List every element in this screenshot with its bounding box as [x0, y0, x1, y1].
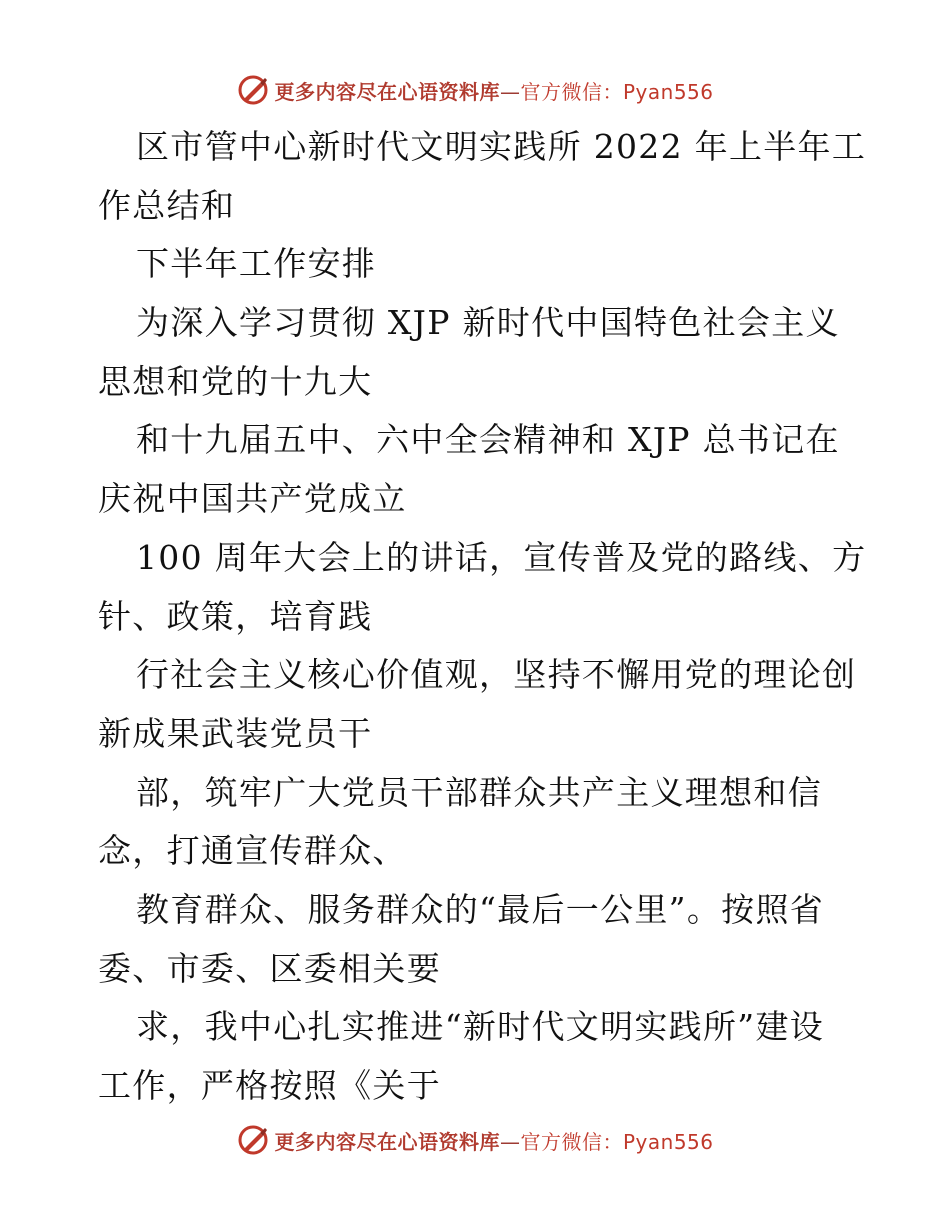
text-line: 100 周年大会上的讲话，宣传普及党的路线、方 [136, 537, 867, 577]
text-line: 行社会主义核心价值观，坚持不懈用党的理论创 [136, 655, 857, 695]
text-line: 针、政策，培育践 [98, 596, 373, 636]
document-body [98, 118, 867, 1116]
header-separator: — [499, 79, 521, 104]
header-brand-text: 更多内容尽在心语资料库 [274, 79, 500, 104]
text-line: 教育群众、服务群众的“最后一公里”。按照省 [136, 889, 825, 929]
text-line: 部，筑牢广大党员干部群众共产主义理想和信 [136, 772, 822, 812]
footer-separator: — [499, 1129, 521, 1154]
text-line: 念，打通宣传群众、 [98, 831, 407, 871]
text-line: 新成果武装党员干 [98, 713, 373, 753]
text-line: 作总结和 [98, 185, 236, 225]
text-line: 庆祝中国共产党成立 [98, 479, 407, 519]
header-watermark [0, 70, 950, 110]
text-line: 区市管中心新时代文明实践所 2022 年上半年工 [136, 127, 867, 166]
pen-logo-icon [236, 1123, 270, 1157]
text-line: 思想和党的十九大 [98, 361, 373, 401]
text-line: 求，我中心扎实推进“新时代文明实践所”建设 [136, 1007, 825, 1047]
text-line: 为深入学习贯彻 XJP 新时代中国特色社会主义 [136, 303, 840, 343]
footer-brand-text: 更多内容尽在心语资料库 [274, 1129, 500, 1154]
text-line: 委、市委、区委相关要 [98, 948, 441, 988]
footer-wechat-id: Pyan556 [622, 1129, 714, 1154]
footer-watermark [0, 1120, 950, 1160]
text-line: 下半年工作安排 [136, 244, 377, 284]
pen-logo-icon [236, 73, 270, 107]
header-wechat-label: 官方微信： [520, 79, 623, 104]
footer-wechat-label: 官方微信： [520, 1129, 623, 1154]
text-line: 工作，严格按照《关于 [98, 1066, 441, 1105]
header-wechat-id: Pyan556 [622, 79, 714, 104]
text-line: 和十九届五中、六中全会精神和 XJP 总书记在 [136, 420, 840, 460]
